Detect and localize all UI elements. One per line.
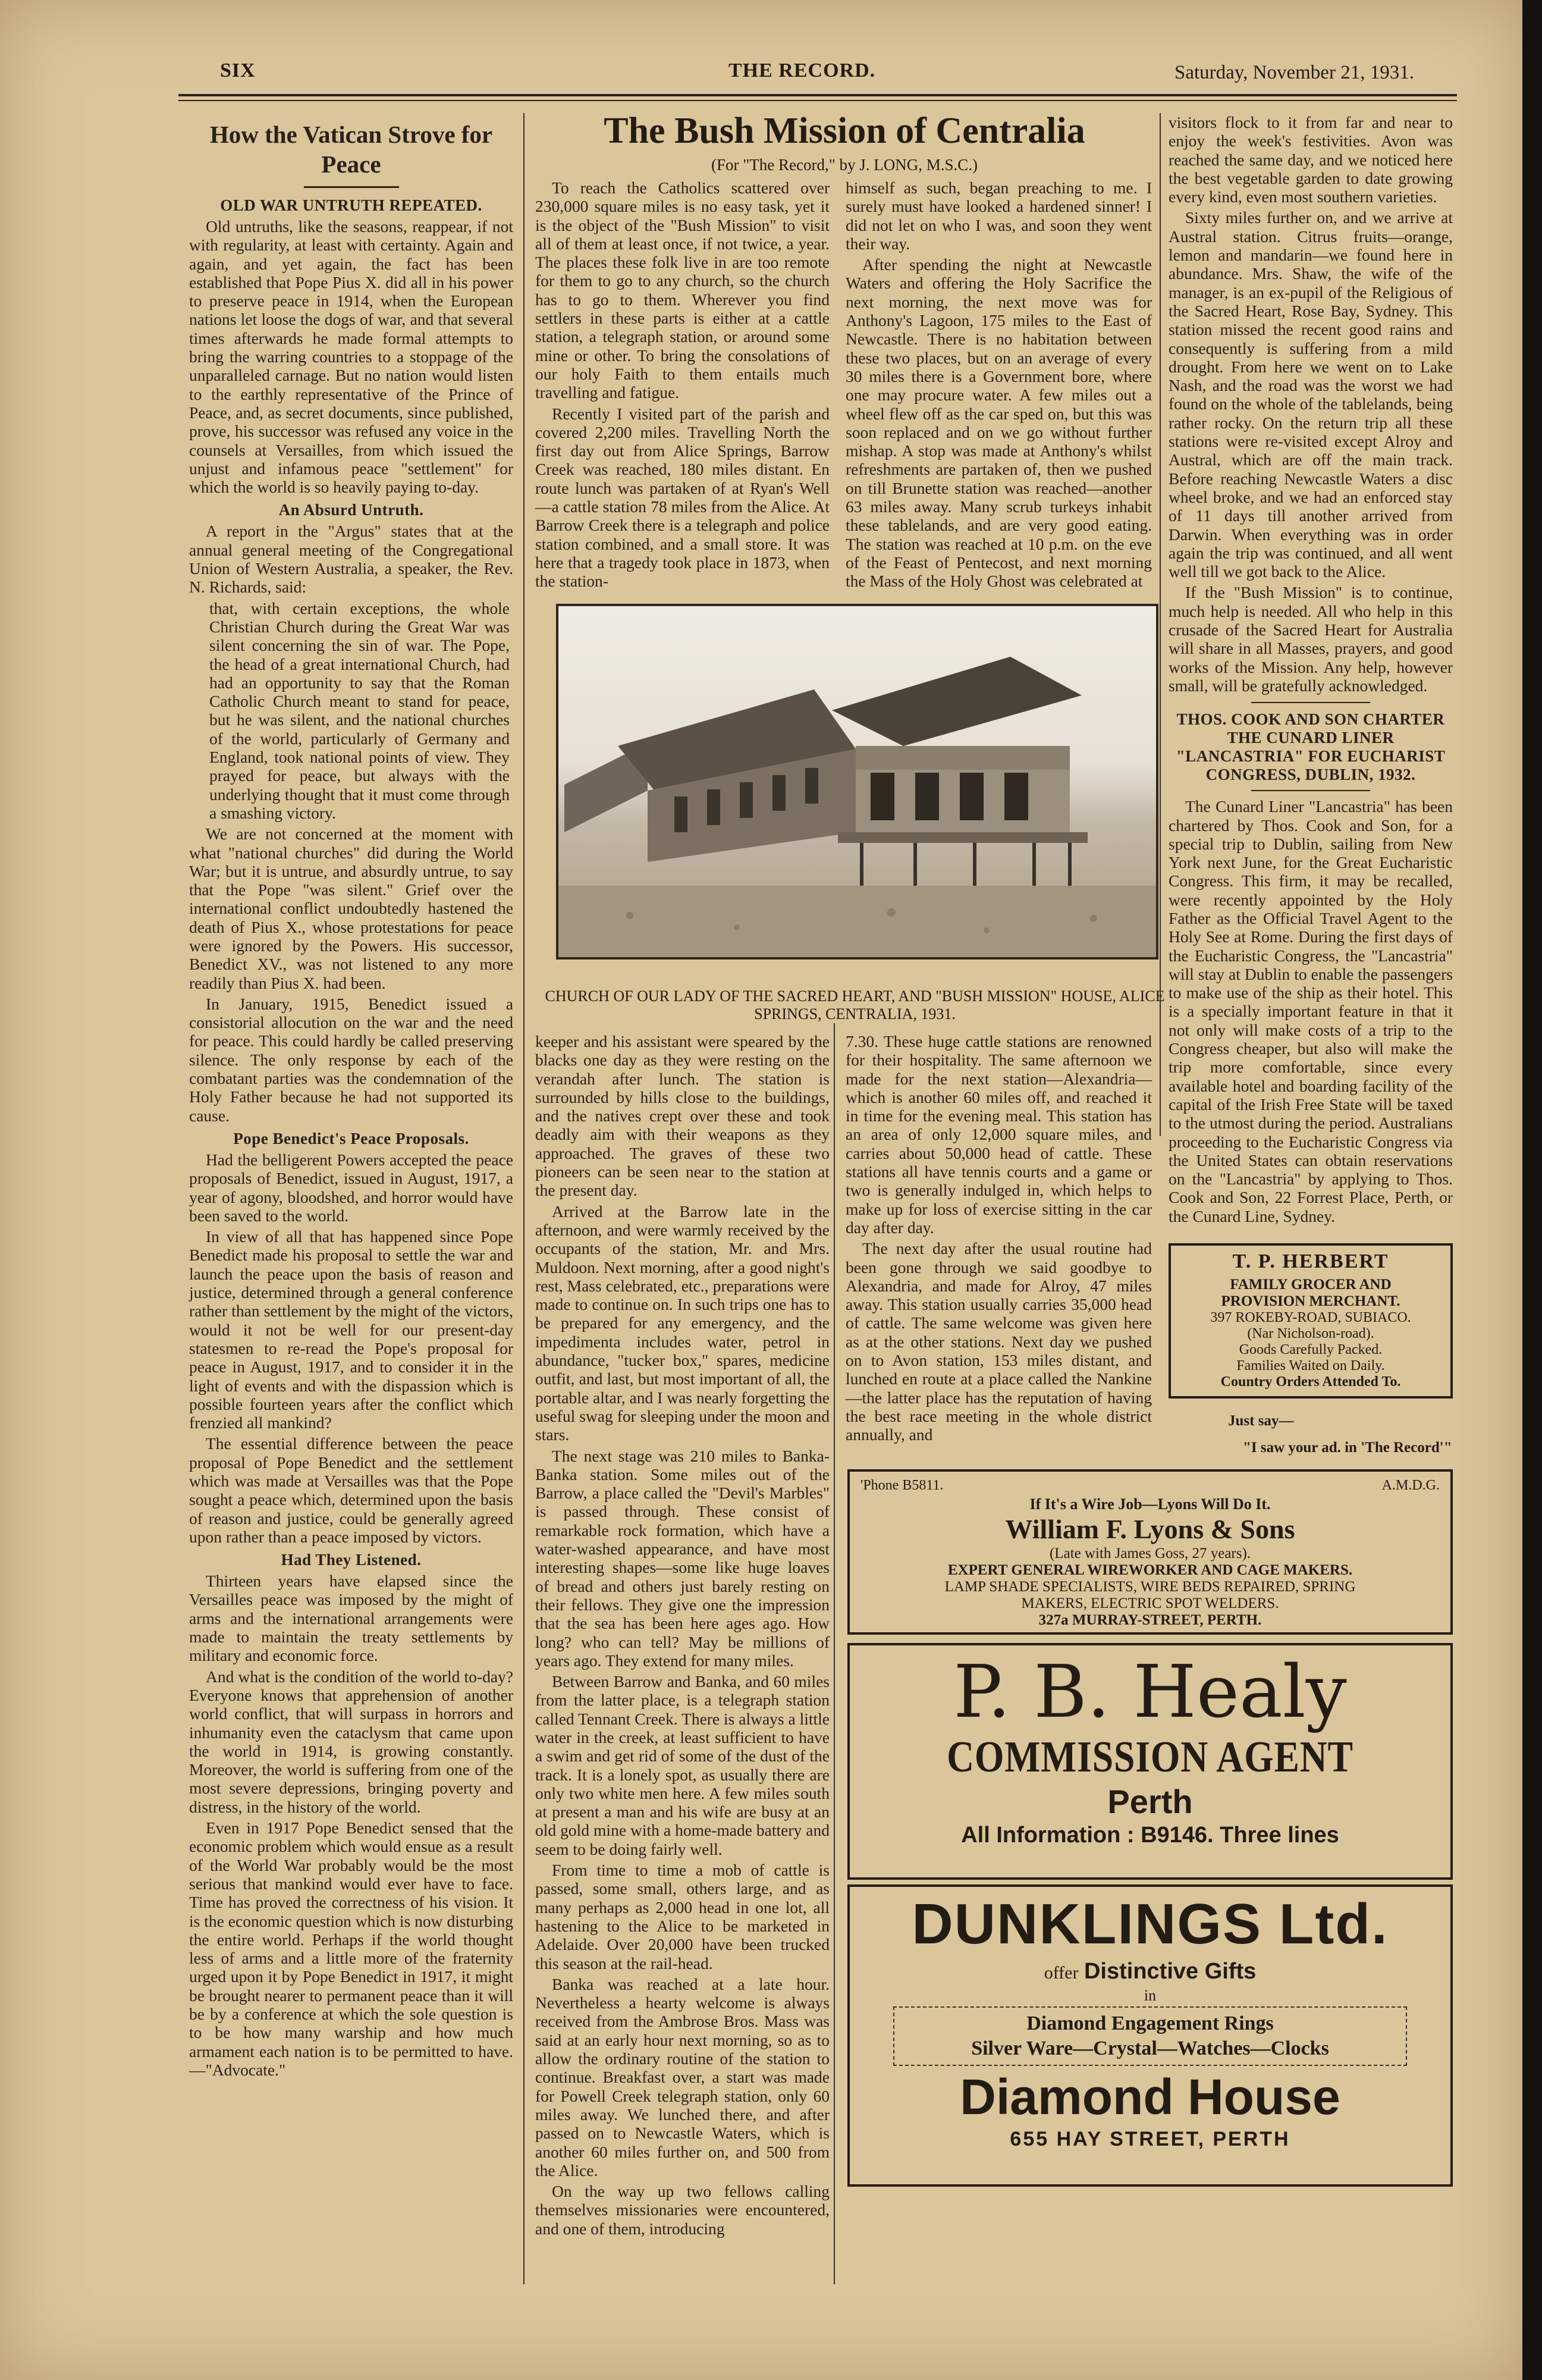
just-say-quote: "I saw your ad. in 'The Record'" [1243, 1440, 1452, 1456]
paper-name: THE RECORD. [728, 59, 876, 81]
ad-phone: All Information : B9146. Three lines [961, 1823, 1339, 1848]
photo-caption: CHURCH OF OUR LADY OF THE SACRED HEART, AND "BUSH MISSION" HOUSE, ALICE SPRINGS, CENTRALIA, 1931. [545, 987, 1165, 1023]
divider [1251, 790, 1370, 791]
paragraph: In January, 1915, Benedict issued a consistorial allocution on the war and the need for peace. This could hardly be called preserving silence. The only response by each of the combatant parties was the condemnation of the Holy Father because he had not supported its cause. [189, 994, 513, 1125]
paragraph: Old untruths, like the seasons, reappear, if not with regularity, at least with certainty. Again and again, and yet again, the fact has been established that Pope Pius X. did all in his power to preserve peace in 1914, when the European nations let loose the dogs of war, and that several times afterwards he made formal attempts to bring the warring countries to a stoppage of the unparalleled carnage. But no nation would listen to the earthly representative of the Prince of Peace, and, as secret documents, since published, prove, his successor was refused any voice in the counsels at Versailles, from which issued the unjust and infamous peace "settlement" for which the world is so heavily paying to-day. [189, 217, 513, 497]
paragraph: visitors flock to it from far and near to enjoy the week's festivities. Avon was reached the same day, and we noticed here the best vegetable garden to date growing every kind, even most southern varieties. [1169, 113, 1453, 206]
ad-line: Silver Ware—Crystal—Watches—Clocks [971, 2037, 1329, 2059]
ad-line: in [1144, 1987, 1157, 2004]
bush-mission-byline: (For "The Record," by J. LONG, M.S.C.) [711, 156, 978, 174]
paragraph: The next stage was 210 miles to Banka-Banka station. Some miles out of the Barrow, a place called the "Devil's Marbles" is passed through. These consist of remarkable rock formation, which have a water-washed appearance, and have most interesting shapes—some like huge loaves of bread and others just barely resting on their fellows. They give one the impression that the sea has been here ages ago. How long? who can tell? May be millions of years ago. They extend for many miles. [535, 1446, 830, 1670]
paragraph: Banka was reached at a late hour. Nevertheless a hearty welcome is always received from the Ambrose Bros. Mass was said at an early hour next morning, so as to allow the ordinary routine of the station to continue. Breakfast over, a start was made for Powell Creek telegraph station, only 60 miles away. We lunched there, and after passed on to Newcastle Waters, which is another 60 miles further on, and 500 from the Alice. [535, 1974, 830, 2180]
header-rule-thin [178, 100, 1457, 101]
healy-advertisement [847, 1643, 1453, 1880]
ad-name: William F. Lyons & Sons [1005, 1514, 1295, 1544]
page-number: SIX [220, 59, 256, 81]
church-photograph [556, 604, 1158, 959]
paragraph: Arrived at the Barrow late in the afternoon, and were warmly received by the occupants of the station, Mr. and Mrs. Muldoon. Next morning, after a good night's rest, Mass celebrated, etc., preparations were made to continue on. In such trips one has to be prepared for any emergency, and the impedimenta includes water, petrol in abundance, "tucker box," spares, medicine outfit, and last, but most important of all, the portable altar, and I was nearly forgetting the useful swag for sleeping under the moon and stars. [535, 1202, 830, 1444]
paragraph: Recently I visited part of the parish and covered 2,200 miles. Travelling North the first day out from Alice Springs, Barrow Creek was reached, 180 miles distant. En route lunch was partaken of at Ryan's Well—a cattle station 78 miles from the Alice. At Barrow Creek there is a telegraph and police station combined, and a small store. It was here that a tragedy took place in 1873, when the station- [535, 404, 830, 591]
ad-city: Perth [1107, 1783, 1193, 1820]
paragraph: Had the belligerent Powers accepted the peace proposals of Benedict, issued in August, 1917, a year of agony, bloodshed, and horror would have been saved to the world. [189, 1150, 513, 1225]
bush-column-1 [535, 178, 830, 593]
ad-offer: offer Distinctive Gifts [1044, 1959, 1257, 1984]
paragraph: After spending the night at Newcastle Waters and offering the Holy Sacrifice the next morning, the next move was for Anthony's Lagoon, 175 miles to the East of Newcastle. There is no habitation between these two places, but on an average of every 30 miles there is a Government bore, where one may procure water. A few miles out a wheel flew off as the car sped on, but this was soon replaced and on we go without further mishap. A stop was made at Anthony's whilst refreshments are partaken of, then we pushed on till Brunette station was reached—another 63 miles away. Many scrub turkeys inhabit these tablelands, and are very good eating. The station was reached at 10 p.m. on the eve of the Feast of Pentecost, and next morning the Mass of the Holy Ghost was celebrated at [846, 255, 1152, 591]
paragraph: The next day after the usual routine had been gone through we said goodbye to Alexandria, and made for Alroy, 47 miles away. This station usually carries 35,000 head of cattle. The same welcome was given here as at the other stations. Next day we pushed on to Avon station, 153 miles distant, and lunched en route at a place called the Nankine—the latter place has the reputation of having the best race meeting in the whole district annually, and [846, 1239, 1152, 1444]
paragraph: If the "Bush Mission" is to continue, much help is needed. All who help in this crusade of the Sacred Heart for Australia will share in all Masses, prayers, and good works of the Mission. Any help, however small, will be gratefully acknowledged. [1169, 583, 1453, 695]
ad-address: 655 HAY STREET, PERTH [1010, 2128, 1290, 2150]
paragraph: Thirteen years have elapsed since the Versailles peace was imposed by the might of arms and the international arrangements were made to maintain the treaty settlements by military and economic force. [189, 1572, 513, 1665]
paragraph: A report in the "Argus" states that at the annual general meeting of the Congregational Union of Western Australia, a speaker, the Rev. N. Richards, said: [189, 522, 513, 597]
issue-date: Saturday, November 21, 1931. [1174, 62, 1414, 83]
paragraph: Between Barrow and Banka, and 60 miles from the latter place, is a telegraph station called Tennant Creek. There is always a little water in the creek, at least sufficient to have a swim and get rid of some of the dust of the track. It is a lonely spot, as usually there are only two white men here. A few miles south at present a man and his wife are busy at an old gold mine with a home-made battery and seem to be doing fairly well. [535, 1672, 830, 1858]
ad-line: 397 ROKEBY-ROAD, SUBIACO. [1210, 1310, 1411, 1325]
ad-name: T. P. HERBERT [1232, 1250, 1389, 1272]
subheading: Had They Listened. [281, 1551, 422, 1569]
column-rule [834, 1023, 835, 2284]
column-rule [1160, 113, 1161, 1136]
lyons-advertisement [847, 1469, 1453, 1635]
ad-phone: 'Phone B5811. [860, 1478, 944, 1493]
dunklings-advertisement [847, 1884, 1453, 2187]
ad-line: FAMILY GROCER AND [1230, 1277, 1392, 1293]
ad-role: COMMISSION AGENT [947, 1733, 1353, 1782]
ad-line: EXPERT GENERAL WIREWORKER AND CAGE MAKERS. [947, 1562, 1353, 1578]
ad-tagline: If It's a Wire Job—Lyons Will Do It. [1029, 1495, 1271, 1513]
title-divider [304, 186, 399, 188]
quotation [189, 599, 513, 823]
bush-column-2-continued [846, 1032, 1152, 1447]
ad-name: P. B. Healy [953, 1650, 1347, 1734]
paragraph: keeper and his assistant were speared by the blacks one day as they were resting on the verandah after lunch. The station is surrounded by hills close to the buildings, and the natives crept over these and took deadly aim with their weapons as they approached. The graves of these two pioneers can be seen near to the station at the present day. [535, 1032, 830, 1200]
bush-column-1-continued [535, 1032, 830, 2240]
ad-line: LAMP SHADE SPECIALISTS, WIRE BEDS REPAIRED, SPRING [944, 1579, 1356, 1595]
paragraph: We are not concerned at the moment with what "national churches" did during the World War; but it is untrue, and absurdly untrue, to say that the Pope "was silent." Grief over the international conflict undoubtedly hastened the death of Pius X., whose protestations for peace were ignored by the Powers. His successor, Benedict XV., was not listened to any more readily than Pius X. had been. [189, 824, 513, 992]
paragraph: To reach the Catholics scattered over 230,000 square miles is no easy task, yet it is the object of the "Bush Mission" to visit all of them at least once, if not twice, a year. The places these folk live in are too remote for them to go to any church, so the church has to go to them. Wherever you find settlers in these parts is either at a cattle station, a telegraph station, or around some mine or other. To bring the consolations of our holy Faith to them entails much travelling and fatigue. [535, 178, 830, 402]
header-rule-thick [178, 94, 1457, 96]
just-say-label: Just say— [1228, 1413, 1294, 1429]
divider [1251, 702, 1370, 703]
ad-line: Diamond Engagement Rings [1026, 2012, 1274, 2034]
binding-edge [1522, 0, 1542, 2380]
subheading: Pope Benedict's Peace Proposals. [233, 1129, 469, 1147]
subheading: An Absurd Untruth. [278, 501, 424, 519]
paragraph: 7.30. These huge cattle stations are renowned for their hospitality. The same afternoon we made for the next station—Alexandria—which is another 60 miles off, and reached it in time for the evening meal. This station has an area of only 12,000 square miles, and carries about 50,000 head of cattle. These stations all have tennis courts and a game or two is generally indulged in, which helps to make up for loss of exercise sitting in the car day after day. [846, 1032, 1152, 1237]
paragraph: Sixty miles further on, and we arrive at Austral station. Citrus fruits—orange, lemon and mandarin—we found here in abundance. Mrs. Shaw, the wife of the manager, is an ex-pupil of the Religious of the Sacred Heart, Rose Bay, Sydney. This station missed the recent good rains and consequently is suffering from a mild drought. From here we went on to Lake Nash, and the road was the worst we had found on the whole of the tablelands, being rather rocky. On the return trip all these stations were re-visited except Alroy and Austral, which are off the main track. Before reaching Newcastle Waters a disc wheel broke, and we had an enforced stay of 11 days till another arrived from Darwin. When everything was in order again the trip was continued, and all went well till we got back to the Alice. [1169, 208, 1453, 581]
ad-line: PROVISION MERCHANT. [1221, 1293, 1400, 1309]
ad-line: MAKERS, ELECTRIC SPOT WELDERS. [1021, 1595, 1279, 1611]
paragraph: The essential difference between the peace proposal of Pope Benedict and the settlement which was made at Versailles was that the Pope sought a peace which, determined upon the basis of reason and justice, could be generally agreed upon rather than a peace imposed by victors. [189, 1434, 513, 1546]
paragraph: Even in 1917 Pope Benedict sensed that the economic problem which would ensue as a result of the World War probably would be the most serious that mankind would ever have to face. Time has proved the correctness of his vision. It is the economic question which is now disturbing the entire world. Perhaps if the world thought less of arms and a little more of the fraternity urged upon it by Pope Benedict in 1917, it might be brought nearer to permanent peace than it will be by a conference at which the sole question is to be how many warship and how much armament each nation is to be permitted to have.—"Advocate." [189, 1818, 513, 2079]
bush-column-3 [1169, 113, 1453, 1228]
vatican-article [189, 116, 513, 2081]
column-rule [523, 113, 525, 2284]
ad-name: DUNKLINGS Ltd. [912, 1892, 1389, 1956]
ad-store: Diamond House [960, 2069, 1340, 2125]
ad-line: Families Waited on Daily. [1236, 1358, 1385, 1374]
ad-line: Goods Carefully Packed. [1239, 1342, 1383, 1357]
paragraph: that, with certain exceptions, the whole Christian Church during the Great War was silent concerning the sin of war. The Pope, the head of a great international Church, had had an opportunity to say that the Roman Catholic Church meant to stand for peace, but he was silent, and the national churches of the world, particularly of Germany and England, took national points of view. They prayed for peace, but always with the underlying thought that it must come through a smashing victory. [209, 598, 510, 822]
paragraph: From time to time a mob of cattle is passed, some small, others large, and as many perhaps as 2,000 head in one lot, all hastening to the Alice to be marketed in Adelaide. Over 20,000 have been trucked this season at the rail-head. [535, 1861, 830, 1973]
cook-headline: THOS. COOK AND SON CHARTER THE CUNARD LINER "LANCASTRIA" FOR EUCHARIST CONGRESS, DUBLIN, 1932. [1176, 710, 1446, 784]
ad-line: Country Orders Attended To. [1220, 1374, 1401, 1390]
paragraph: On the way up two fellows calling themselves missionaries were encountered, and one of them, introducing [535, 2182, 830, 2238]
ad-inset [893, 2006, 1407, 2066]
ad-line: (Nar Nicholson-road). [1247, 1326, 1374, 1341]
bush-mission-title: The Bush Mission of Centralia [604, 111, 1085, 151]
ad-line: (Late with James Goss, 27 years). [1049, 1545, 1251, 1561]
ad-motto: A.M.D.G. [1381, 1478, 1440, 1493]
subheading: OLD WAR UNTRUTH REPEATED. [220, 196, 482, 214]
paragraph: The Cunard Liner "Lancastria" has been chartered by Thos. Cook and Son, for a special trip to Dublin, sailing from New York next June, for the Great Eucharistic Congress. This firm, it may be recalled, were recently appointed by the Holy Father as the Official Travel Agent to the Holy See at Rome. During the first days of the Eucharistic Congress, the "Lancastria" will stay at Dublin to enable the passengers to make use of the ship as their hotel. This is a specially important feature in that it not only will make costs of a trip to the Congress cheaper, but also will make the trip more comfortable, since every available hotel and boarding facility of the capital of the Irish Free State will be taxed to the utmost during the period. Australians proceeding to the Eucharistic Congress via the United States can obtain reservations on the "Lancastria" by applying to Thos. Cook and Son, 22 Forrest Place, Perth, or the Cunard Line, Sydney. [1169, 797, 1453, 1225]
ad-address: 327a MURRAY-STREET, PERTH. [1038, 1612, 1262, 1628]
paragraph: And what is the condition of the world to-day? Everyone knows that apprehension of another world conflict, that will surpass in horrors and inhumanity even the cataclysm that came upon the world in 1914, is growing constantly. Moreover, the world is suffering from one of the most severe depressions, bringing poverty and distress, in the history of the world. [189, 1667, 513, 1816]
paragraph: himself as such, began preaching to me. I surely must have looked a hardened sinner! I did not let on who I was, and soon they went their way. [846, 178, 1152, 253]
article-title: How the Vatican Strove for Peace [209, 121, 493, 178]
herbert-advertisement [1169, 1243, 1453, 1398]
paragraph: In view of all that has happened since Pope Benedict made his proposal to settle the war and launch the peace upon the basis of reason and justice, determined through a general conference rather than settlement by the might of the victors, would it not be well for our present-day statesmen to re-read the Pope's proposal for peace in August, 1917, and to consider it in the light of events and with the dispassion which is possible fourteen years after the conflict which frenzied all mankind? [189, 1227, 513, 1432]
bush-column-2 [846, 178, 1152, 593]
church-building-image [558, 606, 1156, 957]
